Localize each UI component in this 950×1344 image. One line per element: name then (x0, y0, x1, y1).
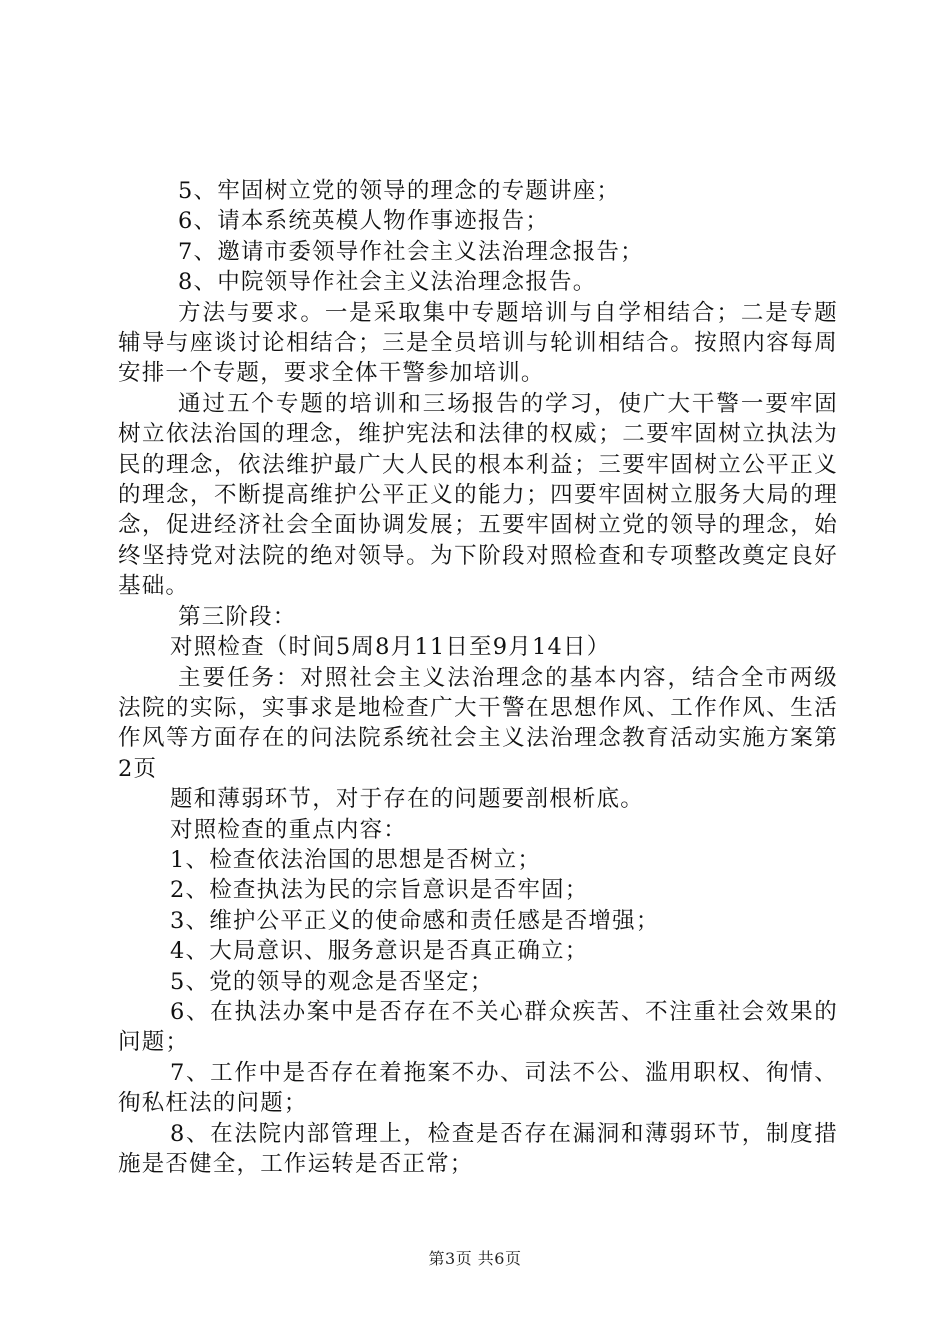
paragraph: 6、请本系统英模人物作事迹报告； (178, 208, 550, 235)
list-item: 6、在执法办案中是否存在不关心群众疾苦、不注重社会效果的问题； (118, 998, 838, 1056)
list-item: 5、党的领导的观念是否坚定； (170, 968, 494, 995)
paragraph: 5、牢固树立党的领导的理念的专题讲座； (178, 178, 621, 204)
list-item: 1、检查依法治国的思想是否树立； (170, 846, 542, 873)
paragraph: 方法与要求。一是采取集中专题培训与自学相结合；二是专题辅导与座谈讨论相结合；三是全员培训与轮训相结合。按照内容每周安排一个专题，要求全体干警参加培训。 (118, 299, 838, 387)
paragraph: 8、中院领导作社会主义法治理念报告。 (178, 269, 597, 296)
list-item: 7、工作中是否存在着拖案不办、司法不公、滥用职权、徇情、徇私枉法的问题； (118, 1059, 838, 1117)
section-subheading: 对照检查（时间5周8月11日至9月14日） (170, 634, 611, 661)
list-item: 3、维护公平正义的使命感和责任感是否增强； (170, 907, 660, 934)
document-body (118, 176, 838, 1179)
paragraph: 主要任务：对照社会主义法治理念的基本内容，结合全市两级法院的实际，实事求是地检查广大干警在思想作风、工作作风、生活作风等方面存在的问法院系统社会主义法治理念教育活动实施方案第2页 (118, 664, 838, 782)
paragraph: 通过五个专题的培训和三场报告的学习，使广大干警一要牢固树立依法治国的理念，维护宪法和法律的权威；二要牢固树立执法为民的理念，依法维护最广大人民的根本利益；三要牢固树立公平正义的理念，不断提高维护公平正义的能力；四要牢固树立服务大局的理念，促进经济社会全面协调发展；五要牢固树立党的领导的理念，始终坚持党对法院的绝对领导。为下阶段对照检查和专项整改奠定良好基础。 (118, 390, 838, 600)
page-number-footer: 第3页 共6页 (428, 1249, 522, 1268)
paragraph: 7、邀请市委领导作社会主义法治理念报告； (178, 238, 644, 265)
paragraph: 题和薄弱环节，对于存在的问题要剖根析底。 (170, 786, 645, 813)
list-item: 8、在法院内部管理上，检查是否存在漏洞和薄弱环节，制度措施是否健全，工作运转是否正常； (118, 1120, 838, 1177)
list-item: 4、大局意识、服务意识是否真正确立； (170, 938, 589, 965)
paragraph: 对照检查的重点内容： (170, 816, 408, 843)
section-heading: 第三阶段： (178, 603, 297, 630)
list-item: 2、检查执法为民的宗旨意识是否牢固； (170, 877, 589, 904)
